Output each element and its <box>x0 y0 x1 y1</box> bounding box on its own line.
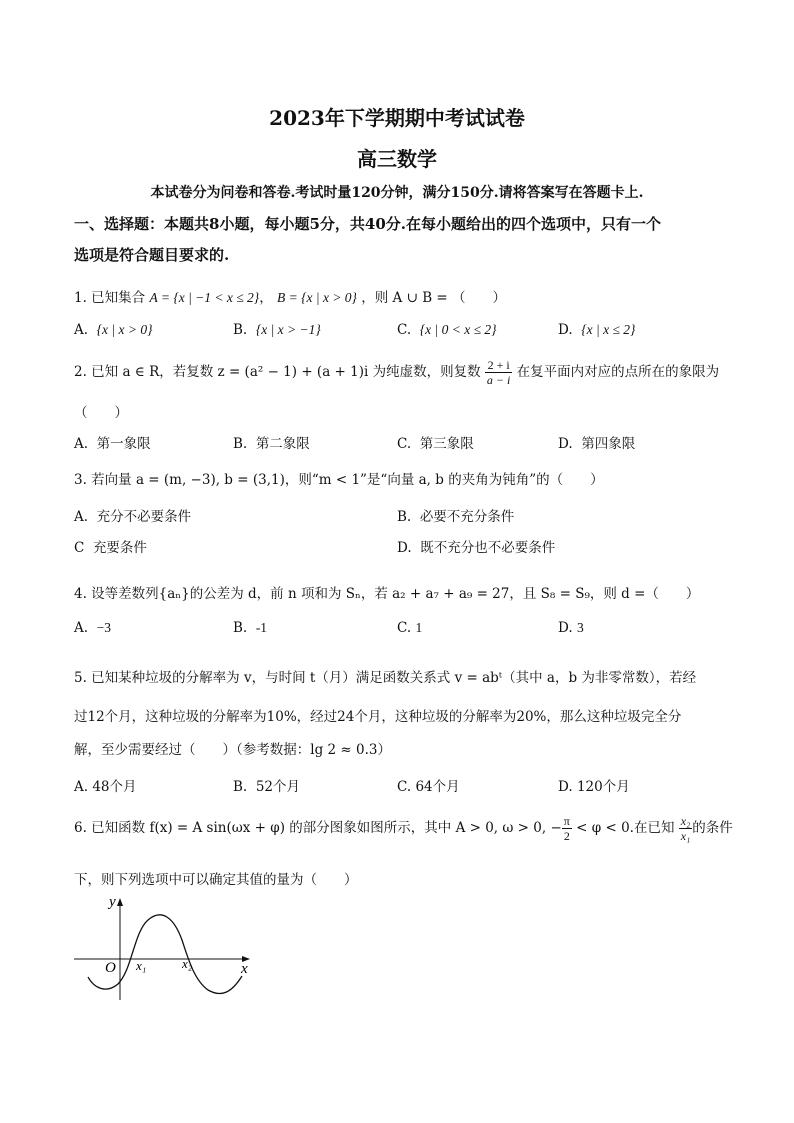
option-text: 既不充分也不必要条件 <box>420 540 556 556</box>
option-label: D. <box>558 322 573 338</box>
q1-suffix: ，则 A ∪ B = （ ） <box>361 290 507 306</box>
q4-option-c[interactable] <box>397 620 422 636</box>
question-1 <box>74 286 506 306</box>
question-6-line2: 下，则下列选项中可以确定其值的量为（ ） <box>74 872 358 888</box>
origin-label: O <box>105 960 116 976</box>
option-text: 52个月 <box>255 779 300 795</box>
option-text: -1 <box>255 620 268 635</box>
section-heading-line1: 一、选择题：本题共8小题，每小题5分，共40分.在每小题给出的四个选项中，只有一个 <box>74 215 661 233</box>
option-label: C. <box>397 436 412 452</box>
option-label: D. <box>558 436 573 452</box>
option-text: 120个月 <box>576 779 630 795</box>
option-label: C <box>74 540 85 556</box>
q1-option-a[interactable] <box>74 322 153 338</box>
q4-option-a[interactable] <box>74 620 111 636</box>
q6-x-fraction <box>679 814 693 843</box>
option-label: A. <box>74 436 89 452</box>
option-text: 48个月 <box>92 779 137 795</box>
option-label: B. <box>233 779 248 795</box>
option-label: A. <box>74 779 89 795</box>
option-label: D. <box>558 620 573 636</box>
q1-set-a: A = {x | −1 < x ≤ 2} <box>149 290 260 305</box>
q1-comma: ， <box>259 290 273 306</box>
question-2 <box>74 358 719 387</box>
q5-option-a[interactable] <box>74 775 137 795</box>
q6-x-num: x₂ <box>680 814 691 828</box>
q6-pi-num: π <box>563 814 570 828</box>
q2-prefix: 2. 已知 a ∈ R，若复数 z = (a² − 1) + (a + 1)i 为纯虚数，则复数 <box>74 364 481 380</box>
option-text: 充要条件 <box>92 540 147 556</box>
q6-pi-den: 2 <box>563 829 570 843</box>
option-text: 充分不必要条件 <box>96 509 192 525</box>
option-label: D. <box>558 779 573 795</box>
option-label: B. <box>233 436 248 452</box>
q1-prefix: 1. 已知集合 <box>74 290 146 306</box>
q1-option-b[interactable] <box>233 322 321 338</box>
option-text: 1 <box>415 620 423 635</box>
option-label: C. <box>397 322 412 338</box>
sine-curve <box>88 915 242 994</box>
q2-option-d[interactable] <box>558 432 635 452</box>
option-label: B. <box>233 620 248 636</box>
x1-label: x₁ <box>136 958 147 973</box>
option-text: 必要不充分条件 <box>419 509 515 525</box>
q2-option-b[interactable] <box>233 432 310 452</box>
q6-mid: < φ < 0.在已知 <box>576 820 675 836</box>
q3-option-d[interactable] <box>397 536 555 556</box>
q2-frac-den: a − i <box>486 373 511 387</box>
q4-option-b[interactable] <box>233 620 267 636</box>
x-label: x <box>241 961 248 977</box>
q5-option-d[interactable] <box>558 775 630 795</box>
section-heading-line2: 选项是符合题目要求的. <box>74 246 230 264</box>
option-text: {x | 0 < x ≤ 2} <box>419 322 497 337</box>
exam-title: 2023年下学期期中考试试卷 <box>269 106 525 130</box>
sine-graph <box>70 892 260 1002</box>
q6-pi-fraction <box>562 814 572 843</box>
q2-option-c[interactable] <box>397 432 474 452</box>
question-4: 4. 设等差数列{aₙ}的公差为 d，前 n 项和为 Sₙ，若 a₂ + a₇ + a₉ = 27，且 S₈ = S₉，则 d =（ ） <box>74 586 700 602</box>
option-text: −3 <box>96 620 112 635</box>
q2-frac-num: 2 + i <box>485 358 512 373</box>
option-label: A. <box>74 322 89 338</box>
option-text: 第三象限 <box>419 436 474 452</box>
q1-set-b: B = {x | x > 0} <box>277 290 357 305</box>
x2-label: x₂ <box>182 956 193 971</box>
option-label: B. <box>397 509 412 525</box>
question-5-line2: 过12个月，这种垃圾的分解率为10%，经过24个月，这种垃圾的分解率为20%，那么这种垃圾完全分 <box>74 709 682 725</box>
q2-option-a[interactable] <box>74 432 151 452</box>
q4-option-d[interactable] <box>558 620 584 636</box>
option-text: 第四象限 <box>581 436 636 452</box>
question-6-line1 <box>74 814 733 843</box>
option-label: C. <box>397 779 412 795</box>
q2-paren: （ ） <box>74 405 128 421</box>
y-label: y <box>109 894 116 910</box>
q2-fraction <box>485 358 512 387</box>
option-label: B. <box>233 322 248 338</box>
option-label: A. <box>74 620 89 636</box>
option-text: 3 <box>576 620 584 635</box>
q6-suffix: 的条件 <box>692 820 733 836</box>
exam-note: 本试卷分为问卷和答卷.考试时量120分钟，满分150分.请将答案写在答题卡上. <box>150 185 644 201</box>
exam-subtitle: 高三数学 <box>357 147 437 171</box>
q1-option-d[interactable] <box>558 322 635 338</box>
q2-suffix: 在复平面内对应的点所在的象限为 <box>516 364 720 380</box>
question-5-line3: 解，至少需要经过（ ）（参考数据：lg 2 ≈ 0.3） <box>74 742 391 758</box>
option-text: {x | x > −1} <box>255 322 321 337</box>
q3-option-c[interactable] <box>74 536 147 556</box>
q5-option-b[interactable] <box>233 775 300 795</box>
option-label: D. <box>397 540 412 556</box>
question-3: 3. 若向量 a = (m, −3), b = (3,1)，则“m < 1”是“向量 a, b 的夹角为钝角”的（ ） <box>74 472 604 488</box>
question-5-line1: 5. 已知某种垃圾的分解率为 v，与时间 t（月）满足函数关系式 v = abᵗ（其中 a，b 为非零常数），若经 <box>74 670 697 686</box>
option-text: 第一象限 <box>96 436 151 452</box>
option-text: {x | x ≤ 2} <box>581 322 636 337</box>
option-text: 第二象限 <box>255 436 310 452</box>
q5-option-c[interactable] <box>397 775 460 795</box>
q3-option-a[interactable] <box>74 505 191 525</box>
option-label: C. <box>397 620 412 636</box>
option-label: A. <box>74 509 89 525</box>
option-text: 64个月 <box>415 779 460 795</box>
y-axis-arrow <box>117 898 123 906</box>
q6-x-den: x₁ <box>680 829 691 843</box>
q3-option-b[interactable] <box>397 505 514 525</box>
q6-prefix: 6. 已知函数 f(x) = A sin(ωx + φ) 的部分图象如图所示，其中 A > 0, ω > 0, − <box>74 820 562 836</box>
q1-option-c[interactable] <box>397 322 497 338</box>
option-text: {x | x > 0} <box>96 322 153 337</box>
